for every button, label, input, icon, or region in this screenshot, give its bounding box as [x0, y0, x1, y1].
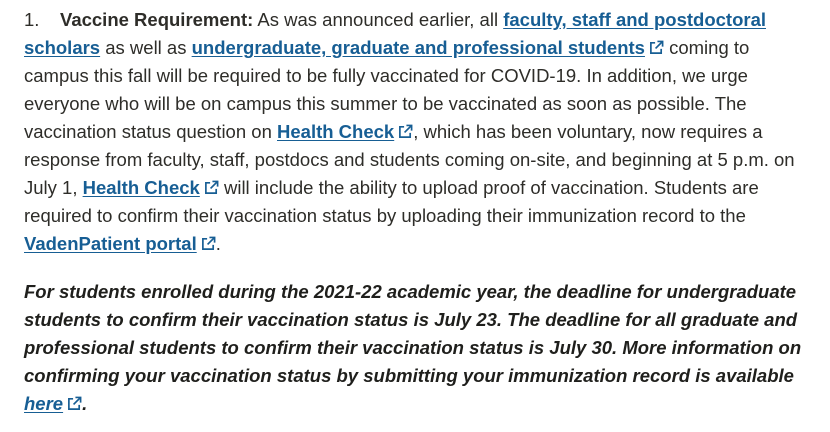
- item-text-3: coming to campus this fall will be required to be fully vaccinated for COVID-19. In addition, we urge everyone who will be on campus this summer to be vaccinated as soon as possible. The vaccination status question on: [24, 37, 750, 142]
- external-link-icon[interactable]: [67, 396, 82, 411]
- item-text-5: will include the ability to upload proof of vaccination. Students are required to confirm their vaccination status by uploading their immunization record to the: [24, 177, 759, 226]
- external-link-icon[interactable]: [201, 236, 216, 251]
- note-text-1: For students enrolled during the 2021-22 academic year, the deadline for undergraduate students to confirm their vaccination status is July 23. The deadline for all graduate and professional students to confirm their vaccination status is July 30. More information on confirming your vaccination status by submitting your immunization record is available: [24, 281, 802, 386]
- item-text-4: , which has been voluntary, now requires a response from faculty, staff, postdocs and students coming on-site, and beginning at 5 p.m. on July 1,: [24, 121, 795, 198]
- list-number: 1.: [24, 9, 40, 30]
- item-term: Vaccine Requirement:: [60, 9, 254, 30]
- item-text-2: as well as: [100, 37, 192, 58]
- health-check-link-2[interactable]: Health Check: [82, 177, 200, 198]
- here-link[interactable]: here: [24, 393, 64, 414]
- item-text-1: As was announced earlier, all: [253, 9, 504, 30]
- health-check-link-1[interactable]: Health Check: [277, 121, 395, 142]
- faculty-staff-postdoc-link[interactable]: faculty, staff and postdoctoral scholars: [24, 9, 766, 58]
- external-link-icon[interactable]: [398, 124, 413, 139]
- students-link[interactable]: undergraduate, graduate and professional students: [191, 37, 645, 58]
- external-link-icon[interactable]: [649, 40, 664, 55]
- deadline-note: [24, 278, 812, 418]
- vaccine-requirement-item: [24, 6, 812, 258]
- note-text-2: .: [82, 393, 88, 414]
- external-link-icon[interactable]: [204, 180, 219, 195]
- item-text-6: .: [215, 233, 221, 254]
- vadenpatient-portal-link[interactable]: VadenPatient portal: [24, 233, 197, 254]
